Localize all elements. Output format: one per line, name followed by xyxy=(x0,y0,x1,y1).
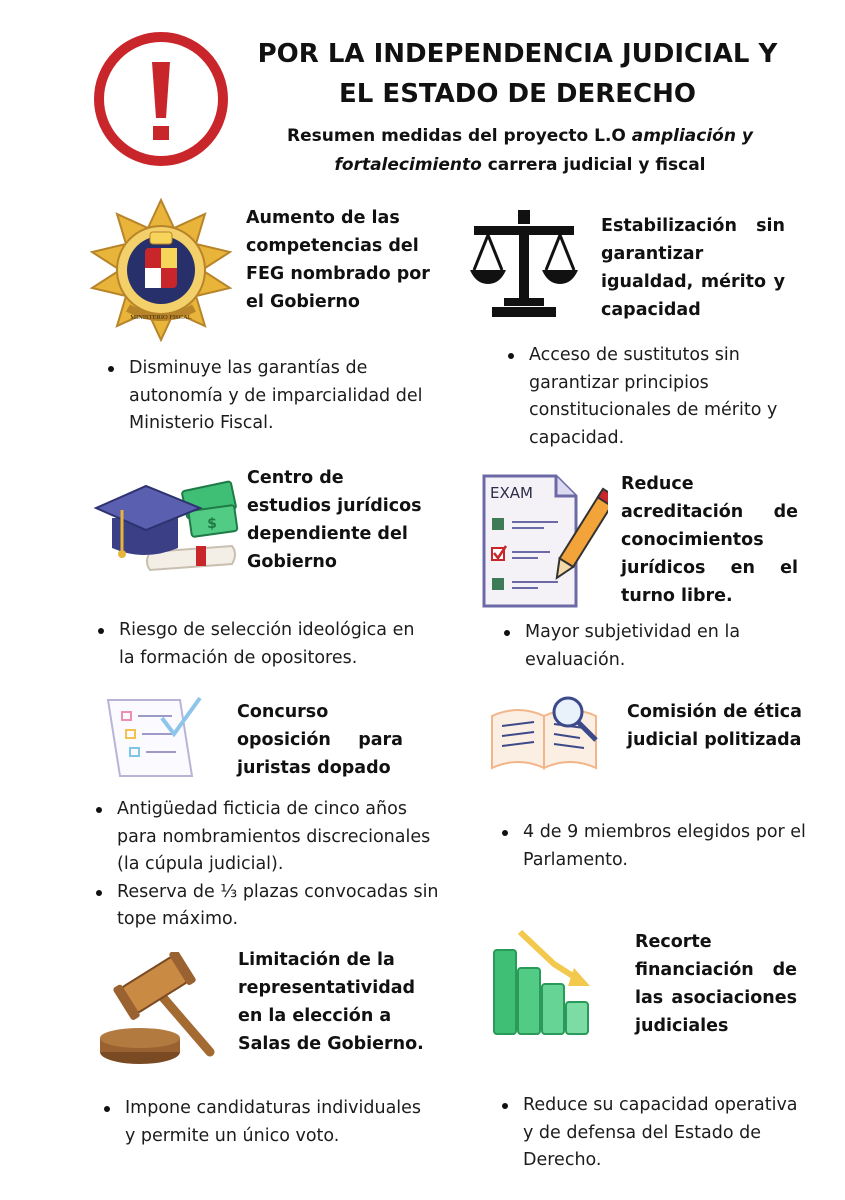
heading-financiacion: Recorte financiación de las asociaciones judiciales xyxy=(635,932,797,1036)
heading-feg: Aumento de las competencias del FEG nombrado por el Gobierno xyxy=(246,208,430,312)
list-item: Impone candidaturas individuales y permite un único voto. xyxy=(102,1095,432,1150)
bullets-feg xyxy=(106,355,426,438)
badge-text: MINISTERIO FISCAL xyxy=(130,314,192,321)
page-title xyxy=(240,34,795,114)
list-item: Reduce su capacidad operativa y de defensa del Estado de Derecho. xyxy=(500,1092,800,1175)
list-item: Disminuye las garantías de autonomía y de imparcialidad del Ministerio Fiscal. xyxy=(106,355,426,438)
list-item: Mayor subjetividad en la evaluación. xyxy=(502,619,802,674)
bullets-salas xyxy=(102,1095,432,1150)
list-item: Riesgo de selección ideológica en la formación de opositores. xyxy=(96,617,416,672)
heading-acreditacion: Reduce acreditación de conocimientos jurídicos en el turno libre. xyxy=(621,474,798,606)
bullets-financiacion xyxy=(500,1092,800,1175)
declining-chart-icon xyxy=(490,928,598,1038)
heading-etica: Comisión de ética judicial politizada xyxy=(627,702,802,750)
ministerio-fiscal-badge-icon xyxy=(90,198,232,342)
heading-estabilizacion: Estabilización sin garantizar igualdad, mérito y capacidad xyxy=(601,216,785,320)
exam-sheet-icon xyxy=(478,474,608,610)
list-item: Acceso de sustitutos sin garantizar principios constitucionales de mérito y capacidad. xyxy=(506,342,816,452)
heading-salas: Limitación de la representatividad en la elección a Salas de Gobierno. xyxy=(238,950,424,1054)
heading-concurso: Concurso oposición para juristas dopado xyxy=(237,702,403,778)
bullets-acreditacion xyxy=(502,619,802,674)
bullets-estabilizacion xyxy=(506,342,816,452)
header xyxy=(0,0,845,190)
bullets-etica xyxy=(500,819,810,874)
subtitle-part-1: Resumen medidas del proyecto L.O xyxy=(287,126,632,146)
graduation-cap-money-icon xyxy=(92,478,240,578)
subtitle-part-2: carrera judicial y fiscal xyxy=(481,155,706,175)
exam-label: EXAM xyxy=(490,484,533,502)
scales-of-justice-icon xyxy=(468,208,580,320)
open-book-magnifier-icon xyxy=(488,694,606,772)
subtitle-italic: ampliación y fortalecimiento xyxy=(334,126,753,175)
alert-exclamation-icon xyxy=(92,30,230,168)
list-item: Reserva de ⅓ plazas convocadas sin tope máximo. xyxy=(94,879,450,934)
list-item: Antigüedad ficticia de cinco años para nombramientos discrecionales (la cúpula judicial). xyxy=(94,796,450,879)
heading-centro: Centro de estudios jurídicos dependiente del Gobierno xyxy=(247,468,422,572)
bullets-concurso xyxy=(94,796,450,934)
svg-text:$: $ xyxy=(207,516,217,532)
checklist-icon xyxy=(100,690,204,786)
gavel-icon xyxy=(98,952,220,1070)
bullets-centro xyxy=(96,617,416,672)
page-subtitle xyxy=(240,122,800,180)
title-line-1: POR LA INDEPENDENCIA JUDICIAL Y xyxy=(257,39,778,69)
list-item: 4 de 9 miembros elegidos por el Parlamento. xyxy=(500,819,810,874)
title-line-2: EL ESTADO DE DERECHO xyxy=(339,79,696,109)
